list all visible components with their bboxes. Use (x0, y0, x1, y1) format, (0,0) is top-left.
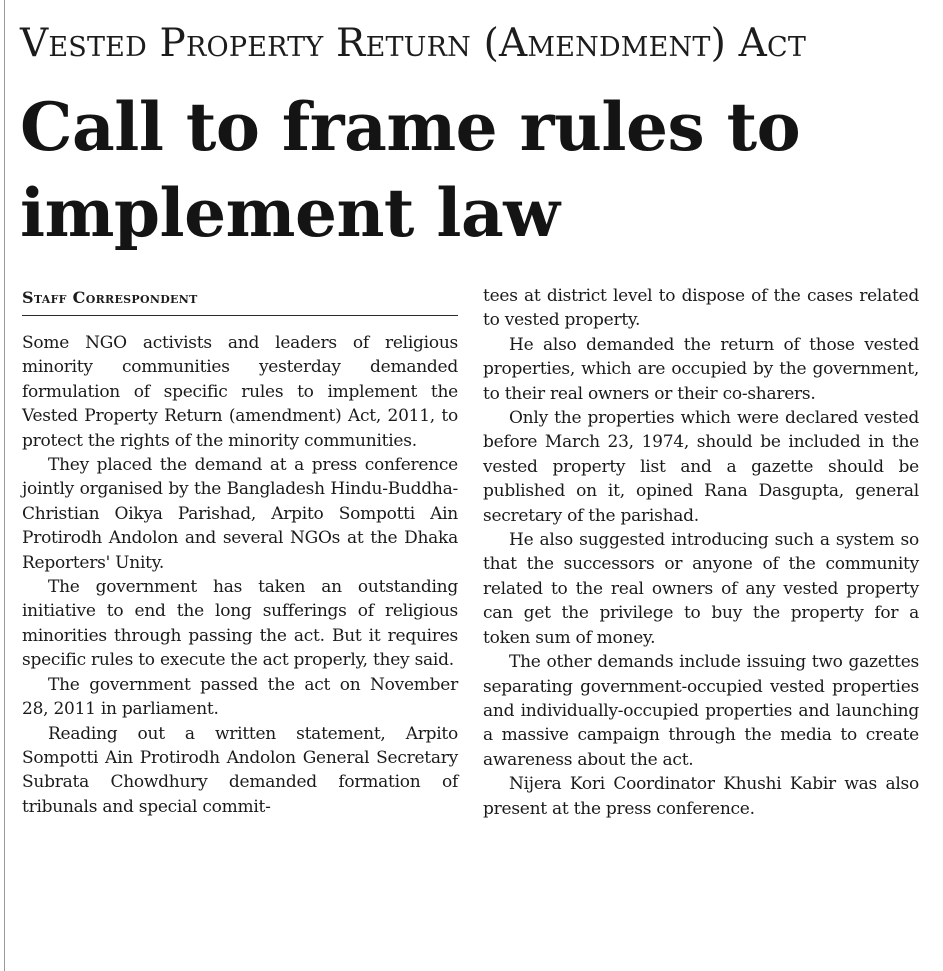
paragraph: Only the properties which were declared vested before March 23, 1974, should be included in the vested property list and a gazette should be published on it, opined Rana Dasgupta, general secretary of the parishad. (483, 408, 919, 526)
paragraph: They placed the demand at a press conference jointly organised by the Bangladesh Hindu-Buddha-Christian Oikya Parishad, Arpito Sompotti Ain Protirodh Andolon and several NGOs at the Dhaka Reporters' Unity. (22, 455, 458, 573)
article-column-left (22, 331, 458, 819)
article-headline (20, 84, 930, 256)
paragraph: Some NGO activists and leaders of religious minority communities yesterday demanded formulation of specific rules to implement the Vested Property Return (amendment) Act, 2011, to protect the rights of the minority communities. (22, 333, 458, 451)
paragraph: Nijera Kori Coordinator Khushi Kabir was also present at the press conference. (483, 774, 919, 819)
paragraph: The government has taken an outstanding initiative to end the long sufferings of religious minorities through passing the act. But it requires specific rules to execute the act properly, they said. (22, 577, 458, 671)
paragraph: Reading out a written statement, Arpito Sompotti Ain Protirodh Andolon General Secretary Subrata Chowdhury demanded formation of tribunals and special commit- (22, 723, 458, 817)
paragraph: tees at district level to dispose of the cases related to vested property. (483, 286, 919, 331)
byline: Staff Correspondent (22, 288, 198, 307)
paragraph: The other demands include issuing two gazettes separating government-occupied vested properties and individually-occupied properties and launching a massive campaign through the media to create awareness about the act. (483, 652, 919, 770)
byline-divider (22, 315, 458, 316)
paragraph: He also suggested introducing such a system so that the successors or anyone of the community related to the real owners of any vested property can get the privilege to buy the property for a token sum of money. (483, 530, 919, 648)
article-column-right (483, 284, 919, 821)
paragraph: He also demanded the return of those vested properties, which are occupied by the government, to their real owners or their co-sharers. (483, 334, 919, 404)
paragraph: The government passed the act on November 28, 2011 in parliament. (22, 674, 458, 720)
headline-line-2: implement law (20, 174, 560, 252)
article-kicker: Vested Property Return (Amendment) Act (20, 21, 807, 66)
headline-line-1: Call to frame rules to (20, 88, 801, 166)
column-rule (4, 0, 5, 971)
